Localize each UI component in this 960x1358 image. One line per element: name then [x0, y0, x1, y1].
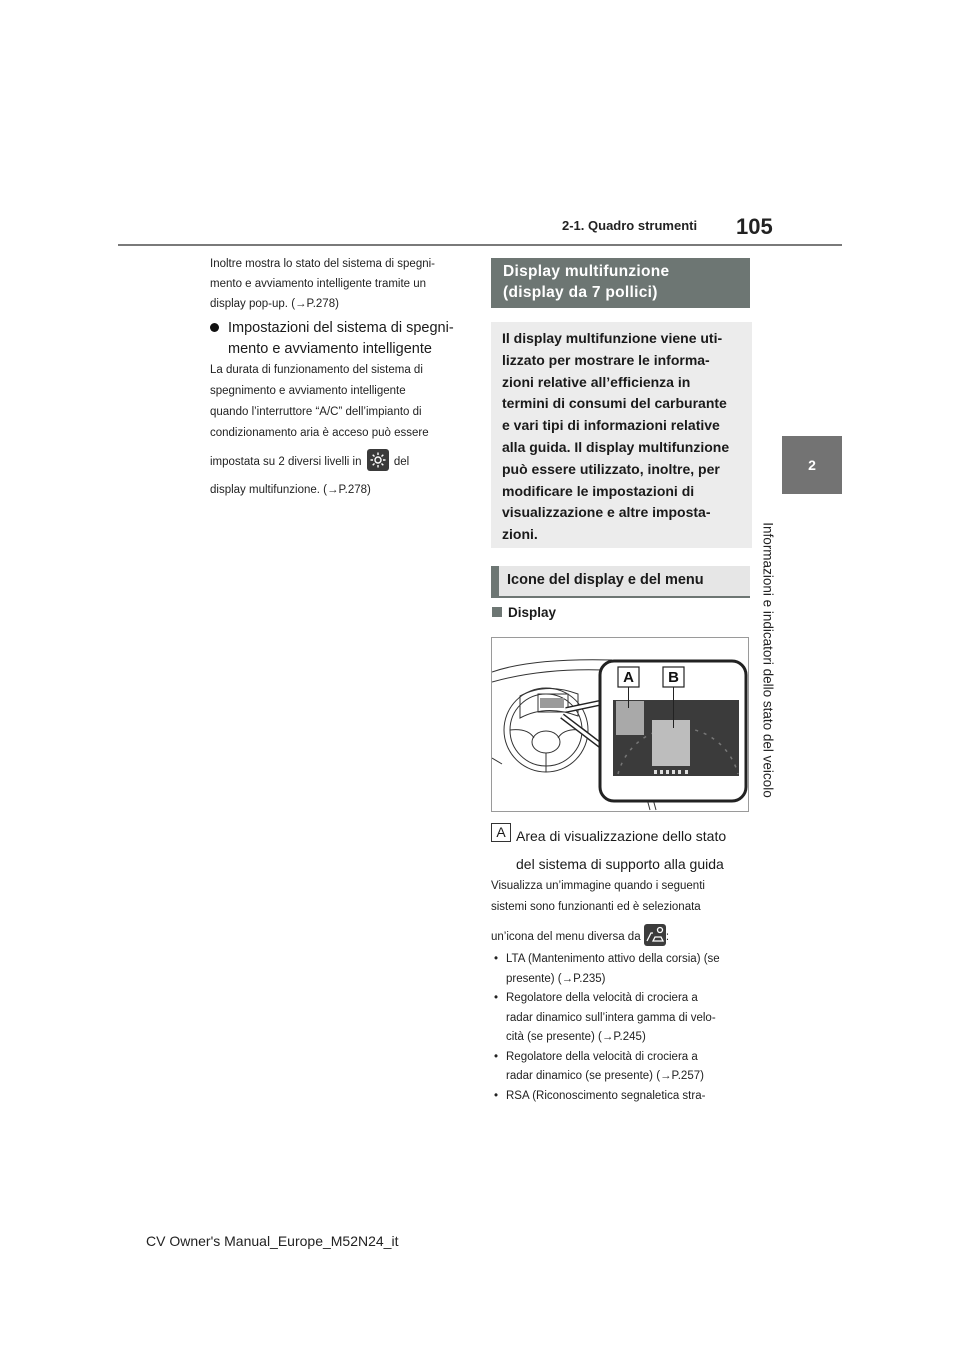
subsection-title: Icone del display e del menu	[491, 566, 750, 598]
list-item-line: cità (se presente) (→P.245)	[506, 1031, 646, 1043]
square-heading	[492, 605, 556, 620]
intro-line: termini di consumi del carburante	[502, 395, 727, 412]
text-fragment: :	[665, 931, 670, 943]
intro-line: modificare le impostazioni di	[502, 482, 695, 499]
label-a-title	[516, 822, 756, 878]
bullet-heading-text: Impostazioni del sistema di spegni-mento e avviamento intelligente	[228, 320, 454, 357]
list-item-line: presente) (→P.235)	[506, 972, 606, 985]
label-a-title-line: Area di visualizzazione dello stato	[516, 828, 727, 844]
text-line: display pop-up. (→P.278)	[210, 298, 339, 310]
chapter-side-title-text: Informazioni e indicatori dello stato del veicolo	[760, 522, 776, 798]
section-header: 2-1. Quadro strumenti	[562, 218, 698, 233]
text-line: Inoltre mostra lo stato del sistema di spegni-	[210, 258, 435, 270]
bullet-list	[491, 950, 753, 1106]
gear-icon	[367, 449, 389, 471]
left-last-line: display multifunzione. (→P.278)	[210, 484, 371, 496]
car-assist-icon	[644, 924, 666, 946]
text-line: spegnimento e avviamento intelligente	[210, 385, 406, 397]
chapter-tab: 2	[782, 436, 842, 494]
list-item-line: radar dinamico (se presente) (→P.257)	[506, 1070, 704, 1082]
page-number: 105	[736, 214, 773, 239]
bullet-heading	[210, 318, 470, 360]
section-title	[491, 258, 750, 308]
list-item: • Regolatore della velocità di crociera a radar dinamico (se presente) (→P.257)	[491, 1048, 753, 1087]
desc-line: Visualizza un’immagine quando i seguenti	[491, 880, 705, 892]
label-a-box: A	[491, 823, 511, 842]
intro-line: può essere utilizzato, inoltre, per	[502, 460, 720, 477]
chapter-side-title	[758, 510, 778, 810]
list-item-line: radar dinamico sull’intera gamma di velo-	[506, 1011, 716, 1024]
intro-line: alla guida. Il display multifunzione	[502, 438, 730, 455]
intro-line: e vari tipi di informazioni relative	[502, 417, 720, 434]
intro-line: zioni relative all’efficienza in	[502, 373, 691, 390]
list-item-line: RSA (Riconoscimento segnaletica stra-	[506, 1089, 706, 1102]
footer-text: CV Owner's Manual_Europe_M52N24_it	[146, 1233, 399, 1249]
desc-line: sistemi sono funzionanti ed è selezionata	[491, 901, 701, 913]
section-title-line: Display multifunzione	[503, 263, 670, 280]
section-title-line: (display da 7 pollici)	[503, 284, 658, 301]
dashboard-illustration	[491, 637, 749, 812]
desc-text	[491, 876, 756, 918]
square-bullet-icon	[492, 607, 502, 617]
figure-callout-b: B	[668, 669, 679, 686]
left-intro	[210, 254, 462, 314]
intro-box	[491, 322, 752, 548]
intro-line: visualizzazione e altre imposta-	[502, 504, 711, 521]
square-heading-text: Display	[508, 605, 557, 620]
text-line: quando l’interruttore “A/C” dell’impianto di	[210, 406, 422, 418]
left-body	[210, 360, 462, 444]
desc-icon-line	[491, 924, 756, 949]
dashboard-drawing	[492, 638, 748, 811]
list-item: • Regolatore della velocità di crociera a radar dinamico sull’intera gamma di velo- cità (se presente) (→P.245)	[491, 989, 753, 1048]
intro-line: zioni.	[502, 526, 538, 543]
header-rule	[118, 244, 842, 246]
list-item-line: Regolatore della velocità di crociera a	[506, 1050, 698, 1063]
left-icon-line	[210, 449, 462, 474]
figure-callout-a: A	[623, 669, 634, 686]
text-line: La durata di funzionamento del sistema di	[210, 364, 423, 376]
text-line: condizionamento aria è acceso può essere	[210, 427, 429, 439]
list-item-line: LTA (Mantenimento attivo della corsia) (se	[506, 953, 720, 965]
text-fragment: impostata su 2 diversi livelli in	[210, 456, 362, 468]
list-item: • RSA (Riconoscimento segnaletica stra-	[491, 1087, 753, 1107]
list-item-line: Regolatore della velocità di crociera a	[506, 992, 698, 1004]
text-line: mento e avviamento intelligente tramite un	[210, 278, 427, 290]
intro-line: lizzato per mostrare le informa-	[502, 351, 710, 368]
list-item: • LTA (Mantenimento attivo della corsia) (se presente) (→P.235)	[491, 950, 753, 989]
label-a-title-line: del sistema di supporto alla guida	[516, 856, 724, 872]
intro-line: Il display multifunzione viene uti-	[502, 330, 723, 346]
text-fragment: un’icona del menu diversa da	[491, 931, 641, 943]
bullet-dot	[210, 323, 219, 332]
text-fragment: del	[393, 456, 410, 468]
